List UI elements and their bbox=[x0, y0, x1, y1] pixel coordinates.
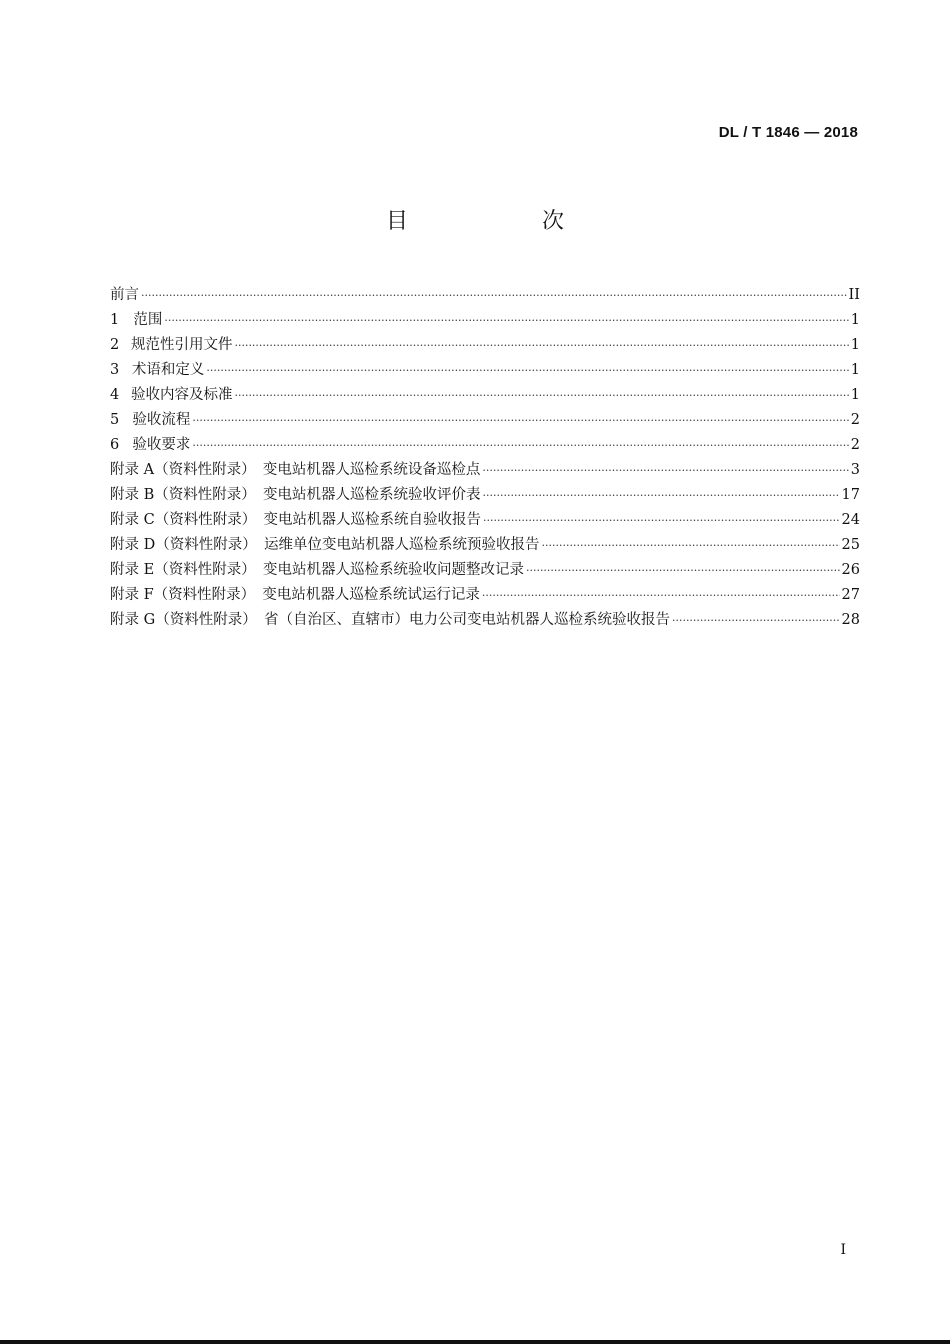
toc-entry-page: 26 bbox=[841, 562, 860, 578]
toc-entry-text: 前言 bbox=[110, 287, 139, 303]
toc-entry-appendix-c[interactable] bbox=[110, 508, 860, 533]
toc-entry-acceptance-requirements[interactable] bbox=[110, 433, 860, 458]
toc-entry-page: 1 bbox=[850, 312, 860, 328]
toc-entry-page: 17 bbox=[841, 487, 860, 503]
toc-entry-page: 28 bbox=[841, 612, 860, 628]
toc-entry-text: 验收要求 bbox=[132, 437, 191, 453]
toc-leader-dots bbox=[234, 339, 848, 352]
toc-entry-page: 2 bbox=[850, 437, 860, 453]
toc-entry-text: 附录 A（资料性附录） 变电站机器人巡检系统设备巡检点 bbox=[110, 462, 481, 478]
toc-entry-page: 1 bbox=[850, 387, 860, 403]
page-number: I bbox=[840, 1242, 846, 1258]
toc-entry-page: 2 bbox=[850, 412, 860, 428]
toc-title: 目 次 bbox=[385, 209, 620, 234]
toc-leader-dots bbox=[206, 364, 848, 377]
toc-entry-text: 附录 F（资料性附录） 变电站机器人巡检系统试运行记录 bbox=[110, 587, 480, 603]
toc-entry-number: 3 bbox=[110, 362, 120, 378]
toc-entry-appendix-d[interactable] bbox=[110, 533, 860, 558]
toc-entry-number: 2 bbox=[110, 337, 120, 353]
toc-entry-text: 范围 bbox=[133, 312, 163, 328]
toc-leader-dots bbox=[482, 589, 840, 602]
toc-leader-dots bbox=[192, 414, 848, 427]
toc-leader-dots bbox=[483, 514, 840, 527]
toc-entry-number: 5 bbox=[110, 412, 120, 428]
toc-entry-terms-definitions[interactable] bbox=[110, 358, 860, 383]
toc-entry-page: 3 bbox=[850, 462, 860, 478]
toc-leader-dots bbox=[526, 564, 840, 577]
toc-entry-appendix-g[interactable] bbox=[110, 608, 860, 633]
toc-entry-page: 27 bbox=[841, 587, 860, 603]
toc-entry-number: 6 bbox=[110, 437, 120, 453]
toc-entry-normative-references[interactable] bbox=[110, 333, 860, 358]
toc-entry-scope[interactable] bbox=[110, 308, 860, 333]
toc-entry-number: 1 bbox=[110, 312, 120, 328]
toc-entry-page: 24 bbox=[841, 512, 860, 528]
toc-entry-appendix-f[interactable] bbox=[110, 583, 860, 608]
bottom-border-rule bbox=[0, 1340, 950, 1344]
toc-leader-dots bbox=[192, 439, 848, 452]
toc-leader-dots bbox=[141, 289, 847, 302]
toc-entry-page: 1 bbox=[850, 362, 860, 378]
toc-entry-page: 25 bbox=[841, 537, 860, 553]
toc-leader-dots bbox=[541, 539, 839, 552]
toc-leader-dots bbox=[483, 489, 840, 502]
toc-entry-appendix-b[interactable] bbox=[110, 483, 860, 508]
toc-entry-appendix-e[interactable] bbox=[110, 558, 860, 583]
toc-entry-appendix-a[interactable] bbox=[110, 458, 860, 483]
toc-entry-text: 附录 G（资料性附录） 省（自治区、直辖市）电力公司变电站机器人巡检系统验收报告 bbox=[110, 612, 670, 628]
toc-entry-text: 验收内容及标准 bbox=[130, 387, 233, 403]
toc-entry-text: 附录 B（资料性附录） 变电站机器人巡检系统验收评价表 bbox=[110, 487, 481, 503]
toc-entry-page: II bbox=[848, 287, 860, 303]
toc-leader-dots bbox=[164, 314, 848, 327]
toc-entry-text: 验收流程 bbox=[132, 412, 191, 428]
table-of-contents bbox=[110, 283, 860, 633]
toc-entry-foreword[interactable] bbox=[110, 283, 860, 308]
toc-entry-text: 规范性引用文件 bbox=[130, 337, 233, 353]
toc-entry-acceptance-content[interactable] bbox=[110, 383, 860, 408]
toc-entry-page: 1 bbox=[850, 337, 860, 353]
toc-entry-text: 附录 E（资料性附录） 变电站机器人巡检系统验收问题整改记录 bbox=[110, 562, 524, 578]
toc-entry-text: 术语和定义 bbox=[131, 362, 205, 378]
toc-entry-text: 附录 C（资料性附录） 变电站机器人巡检系统自验收报告 bbox=[110, 512, 481, 528]
toc-leader-dots bbox=[234, 389, 848, 402]
toc-entry-acceptance-process[interactable] bbox=[110, 408, 860, 433]
toc-entry-number: 4 bbox=[110, 387, 120, 403]
toc-leader-dots bbox=[672, 614, 840, 627]
toc-leader-dots bbox=[482, 464, 848, 477]
toc-entry-text: 附录 D（资料性附录） 运维单位变电站机器人巡检系统预验收报告 bbox=[110, 537, 540, 553]
standard-code: DL / T 1846 — 2018 bbox=[718, 124, 858, 141]
